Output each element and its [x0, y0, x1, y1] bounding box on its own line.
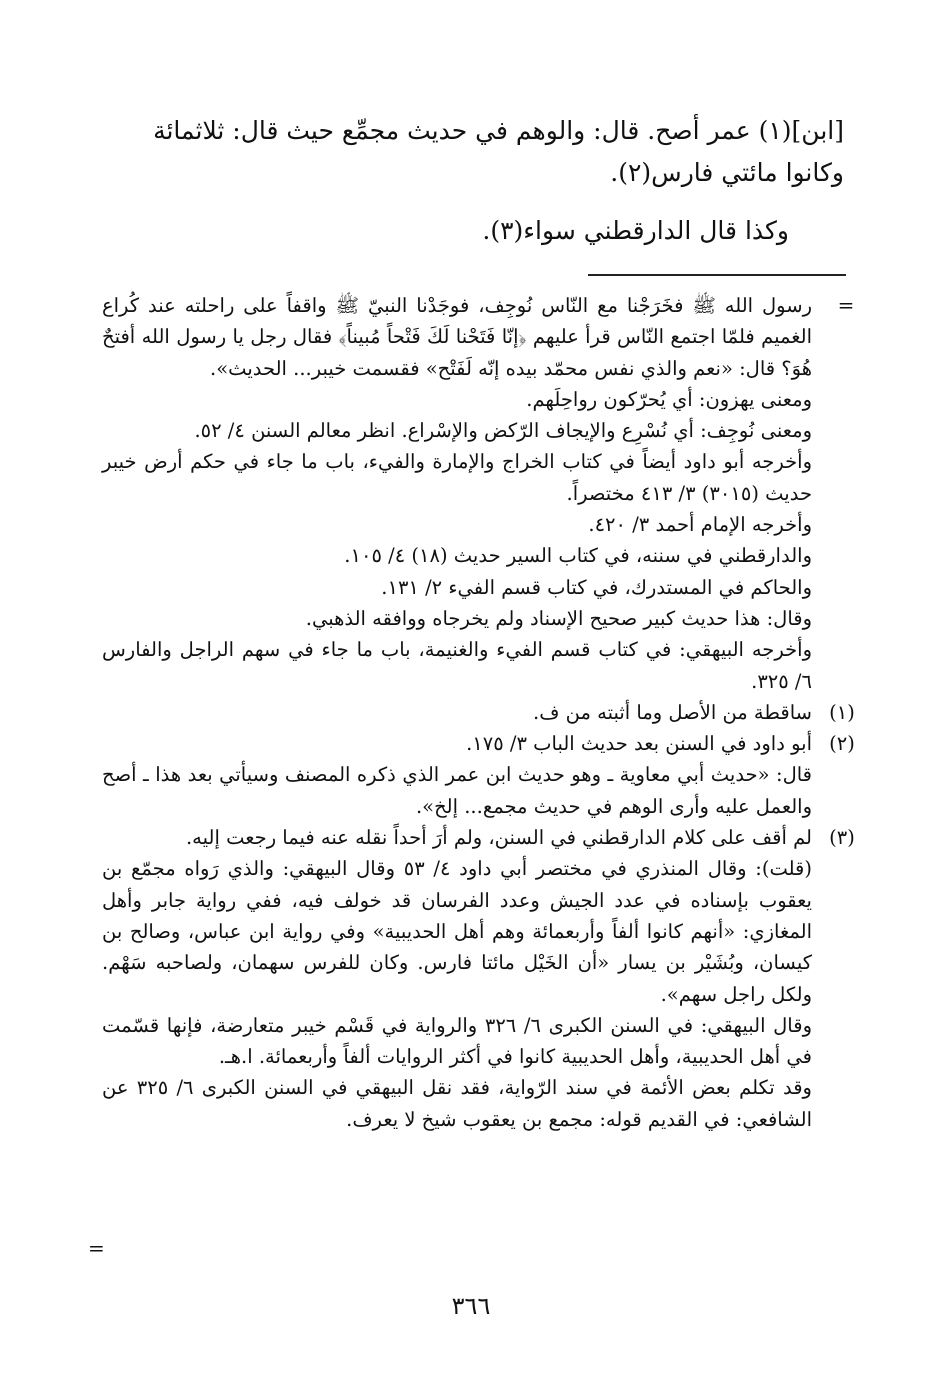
- footnote-3: [102, 822, 855, 1135]
- footnote-cont-para: ومعنى يهزون: أي يُحرّكون رواحِلَهم.: [526, 387, 812, 411]
- main-text: [102, 110, 844, 252]
- footnote-para: لم أقف على كلام الدارقطني في السنن، ولم أرَ أحداً نقله عنه فيما رجعت إليه.: [185, 826, 812, 850]
- page-number: ٣٦٦: [451, 1292, 491, 1320]
- footnote-para: ساقطة من الأصل وما أثبته من ف.: [533, 700, 812, 724]
- main-line-2: وكانوا مائتي فارس(٢).: [610, 158, 844, 187]
- footnote-number: (١): [829, 700, 855, 724]
- footnote-2: [102, 728, 855, 822]
- footnote-number: (٣): [829, 826, 855, 850]
- footnote-para: وقال البيهقي: في السنن الكبرى ٦/ ٣٢٦ والرواية في قَسْم خيبر متعارضة، فإنها قسّمت في أهل الحديبية، وأهل الحديبية كانوا في أكثر الروايات ألفاً وأربعمائة. ا.هـ.: [102, 1013, 812, 1069]
- footnote-cont-para: وأخرجه الإمام أحمد ٣/ ٤٢٠.: [588, 513, 812, 537]
- continuation-mark-start: =: [837, 293, 855, 317]
- footnote-para: (قلت): وقال المنذري في مختصر أبي داود ٤/ ٥٣ وقال البيهقي: والذي رَواه مجمّع بن يعقوب بإسناده في عدد الجيش وعدد الفرسان قد خولف فيه، ففي رواية جابر وأهل المغازي: «أنهم كانوا ألفاً وأربعمائة وهم أهل الحديبية» وفي رواية ابن عباس، وصالح بن كيسان، وبُشَيْر بن يسار «أن الخَيْل مائتا فارس. وكان للفرس سهمان، ولصاحبه سَهْم. ولكل راجل سهم».: [102, 857, 812, 1006]
- footnote-cont-para: وقال: هذا حديث كبير صحيح الإسناد ولم يخرجاه ووافقه الذهبي.: [305, 606, 812, 630]
- footnote-cont-para: والدارقطني في سننه، في كتاب السير حديث (١٨) ٤/ ١٠٥.: [344, 544, 812, 568]
- footnote-para: أبو داود في السنن بعد حديث الباب ٣/ ١٧٥.: [466, 732, 812, 756]
- footnote-cont-para: ومعنى نُوجِف: أي نُسْرِع والإيجاف الرّكض والإسْراع. انظر معالم السنن ٤/ ٥٢.: [194, 419, 812, 443]
- footnote-number: (٢): [829, 732, 855, 756]
- footnote-separator: [588, 274, 846, 276]
- footnote-cont-para: والحاكم في المستدرك، في كتاب قسم الفيء ٢/ ١٣١.: [381, 575, 812, 599]
- main-line-1: [ابن](١) عمر أصح. قال: والوهم في حديث مجمِّع حيث قال: ثلاثمائة: [153, 116, 844, 145]
- footnotes-area: [102, 290, 855, 1135]
- footnote-cont-para: وأخرجه البيهقي: في كتاب قسم الفيء والغنيمة، باب ما جاء في سهم الراجل والفارس ٦/ ٣٢٥.: [102, 638, 812, 693]
- footnote-1: [102, 697, 855, 728]
- footnote-para: قال: «حديث أبي معاوية ـ وهو حديث ابن عمر الذي ذكره المصنف وسيأتي بعد هذا ـ أصح والعمل عليه وأرى الوهم في حديث مجمع... إلخ».: [102, 763, 812, 818]
- footnote-cont-para: وأخرجه أبو داود أيضاً في كتاب الخراج والإمارة والفيء، باب ما جاء في حكم أرض خيبر حديث (٣٠١٥) ٣/ ٤١٣ مختصراً.: [102, 450, 812, 505]
- footnote-para: وقد تكلم بعض الأئمة في سند الرّواية، فقد نقل البيهقي في السنن الكبرى ٦/ ٣٢٥ عن الشافعي: في القديم قوله: مجمع بن يعقوب شيخ لا يعرف.: [102, 1076, 812, 1131]
- footnote-cont-para: رسول الله ﷺ فخَرَجْنا مع النّاس نُوجِف، فوجَدْنا النبيّ ﷺ واقفاً على راحلته عند كُراع الغميم فلمّا اجتمع النّاس قرأ عليهم ﴿إنّا فَتَحْنا لَكَ فَتْحاً مُبيناً﴾ فقال رجل يا رسول الله أفتحٌ هُوَ؟ قال: «نعم والذي نفس محمّد بيده إنّه لَفَتْح» فقسمت خيبر... الحديث».: [102, 294, 812, 380]
- continuation-mark-end: =: [88, 1236, 105, 1260]
- main-line-3: وكذا قال الدارقطني سواء(٣).: [482, 216, 789, 245]
- footnote-continuation: [102, 290, 855, 697]
